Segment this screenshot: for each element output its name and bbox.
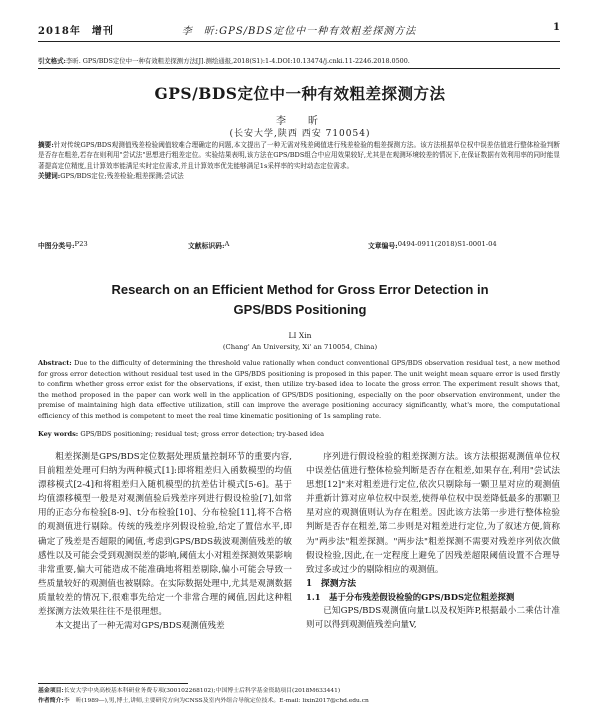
author-cn: 李 昕	[276, 116, 324, 127]
funding-note	[38, 686, 560, 696]
keywords-en-label: Key words:	[38, 430, 79, 438]
footnote	[38, 686, 560, 706]
abstract-en	[38, 358, 560, 422]
body-column-right	[306, 450, 560, 632]
keywords-en-text: GPS/BDS positioning; residual test; gross error detection; try-based idea	[80, 430, 325, 438]
affiliation-en: (Chang' An University, Xi' an 710054, China)	[222, 343, 378, 351]
header-rule	[38, 41, 560, 42]
citation-rule	[38, 68, 560, 69]
header-running-title: 李 昕:GPS/BDS定位中一种有效粗差探测方法	[181, 26, 417, 37]
body-paragraph: 序列进行假设检验的粗差探测方法。该方法根据观测值单位权中误差估值进行整体检验判断是否存在粗差,如果存在,利用"尝试法思想[12]"来对粗差进行定位,依次只剔除每一颗卫星对应的观测值并重新计算对应单位权中误差,使得单位权中误差降低最多的那颗卫星对应的观测值则认为存在粗差。因此该方法第一步进行整体检验判断是否存在粗差,第二步则是对粗差进行定位,为了叙述方便,简称为"两步法"粗差探测。"两步法"粗差探测不需要对残差序列依次做假设检验,因此,在一定程度上避免了因残差超限阈值设置不合理导致过多或过少的剔除相应的观测值。	[306, 452, 560, 575]
article-label: 文章编号:	[368, 242, 398, 250]
clc-number	[38, 240, 88, 250]
citation-line	[38, 57, 560, 66]
paper-title-cn: GPS/BDS定位中一种有效粗差探测方法	[154, 84, 446, 103]
author-en: LI Xin	[288, 331, 312, 340]
keywords-cn-label: 关键词:	[38, 172, 61, 181]
funding-text: 长安大学中央高校基本科研业务费专项(300102268102);中国博士后科学基金资助项目(2018M633441)	[63, 688, 341, 694]
abstract-en-text: Due to the difficulty of determining the threshold value rationally when conduct conventional GPS/BDS observation residual test, a new method for gross error detection without residual test used in the GPS/BDS positioning is proposed in this paper. The unit weight mean square error is used firstly to confirm whether gross error exist for the observations, if exist, then utilize try-based idea to locate the gross error. The experiment result shows that, the method proposed in the paper can work well in the application of GPS/BDS positioning, especially on the poor observation environment, under the premise of maintaining high data effective utilization, still can improve the average positioning accuracy significantly, what's more, the computational efficiency of this method is competent to meet the real time kinematic positioning of 1s sampling rate.	[38, 359, 560, 420]
doc-value: A	[224, 240, 230, 248]
funding-label: 基金项目:	[38, 687, 64, 694]
citation-label: 引文格式:	[38, 57, 66, 65]
header-year-issue: 2018年 增刊	[38, 26, 114, 37]
author-bio-label: 作者简介:	[38, 697, 64, 704]
body-paragraph: 本文提出了一种无需对GPS/BDS观测值残差	[55, 621, 225, 632]
running-header	[38, 22, 560, 38]
abstract-en-label: Abstract:	[38, 359, 72, 367]
paper-title-en	[0, 280, 600, 320]
affiliation-cn: (长安大学,陕西 西安 710054)	[229, 129, 371, 139]
subsection-heading: 1.1 基于分布残差假设检验的GPS/BDS定位粗差探测	[306, 591, 515, 602]
section-heading: 1 探测方法	[306, 578, 357, 589]
footnote-rule	[38, 683, 188, 684]
doc-label: 文献标识码:	[188, 242, 225, 250]
keywords-en	[38, 430, 560, 438]
author-bio	[38, 696, 560, 706]
classification-row	[38, 240, 560, 250]
clc-label: 中图分类号:	[38, 242, 75, 250]
title-en-line1: Research on an Efficient Method for Gross Error Detection in	[111, 282, 489, 297]
body-paragraph: 粗差探测是GPS/BDS定位数据处理质量控制环节的重要内容,目前粗差处理可归纳为两种模式[1]:即将粗差归入函数模型的均值漂移模式[2-4]和将粗差归入随机模型的抗差估计模式[5-6]。基于均值漂移模型一般是对观测值验后残差序列进行假设检验[7],如常用的正态分布检验[8-9]、t分布检验[10]、分布检验[11],将不合格的观测值进行剔除。传统的残差序列假设检验,给定了置信水平,即确定了残差是否超限的阈值,考虑到GPS/BDS载波观测值残差的敏感性以及可能会受到观测误差的影响,阈值太小对粗差探测效果影响非常重要,偏大可能造成不能准确地将粗差剔除,偏小可能会导致一些质量较好的观测值也被剔除。在实际数据处理中,尤其是观测数据质量较差的情况下,很难事先给定一个非常合理的阈值,因此这种粗差探测方法效果往往不是很理想。	[38, 452, 292, 618]
citation-text: 李昕. GPS/BDS定位中一种有效粗差探测方法[J].测绘通报,2018(S1):1-4.DOI:10.13474/j.cnki.11-2246.2018.0500.	[65, 57, 410, 65]
body-paragraph: 已知GPS/BDS观测值向量L以及权矩阵P,根据最小二乘估计准则可以得到观测值残差向量V,	[306, 605, 560, 631]
author-bio-text: 李 昕(1989—),男,博士,讲师,主要研究方向为CNSS及室内外组合导航定位技术。E-mail: lixin2017@chd.edu.cn	[63, 698, 369, 704]
keywords-cn-text: GPS/BDS定位;残差检验;粗差探测;尝试法	[60, 172, 184, 181]
abstract-cn-label: 摘要:	[38, 141, 54, 149]
article-number	[368, 240, 497, 250]
article-value: 0494-0911(2018)S1-0001-04	[397, 240, 497, 248]
body-column-left	[38, 450, 292, 633]
abstract-cn-text: 针对传统GPS/BDS观测值残差检验阈值较难合理确定的问题,本文提出了一种无需对残差阈值进行残差检验的粗差探测方法。该方法根据单位权中误差估值进行整体检验判断是否存在粗差,若存在则利用"尝试法"思想进行粗差定位。实验结果表明,该方法在GPS/BDS组合中应用效果较好,尤其是在观测环境较差的情况下,在保证数据有效利用率的同时能显著提高定位精度,且计算效率能满足实时定位需求,并且计算效率优先能够满足1s采样率的实时动态定位需求。	[38, 141, 561, 170]
page-number: 1	[553, 22, 560, 33]
clc-value: P23	[74, 240, 88, 248]
abstract-cn	[38, 140, 560, 182]
title-en-line2: GPS/BDS Positioning	[233, 302, 367, 317]
doc-code	[188, 240, 230, 250]
